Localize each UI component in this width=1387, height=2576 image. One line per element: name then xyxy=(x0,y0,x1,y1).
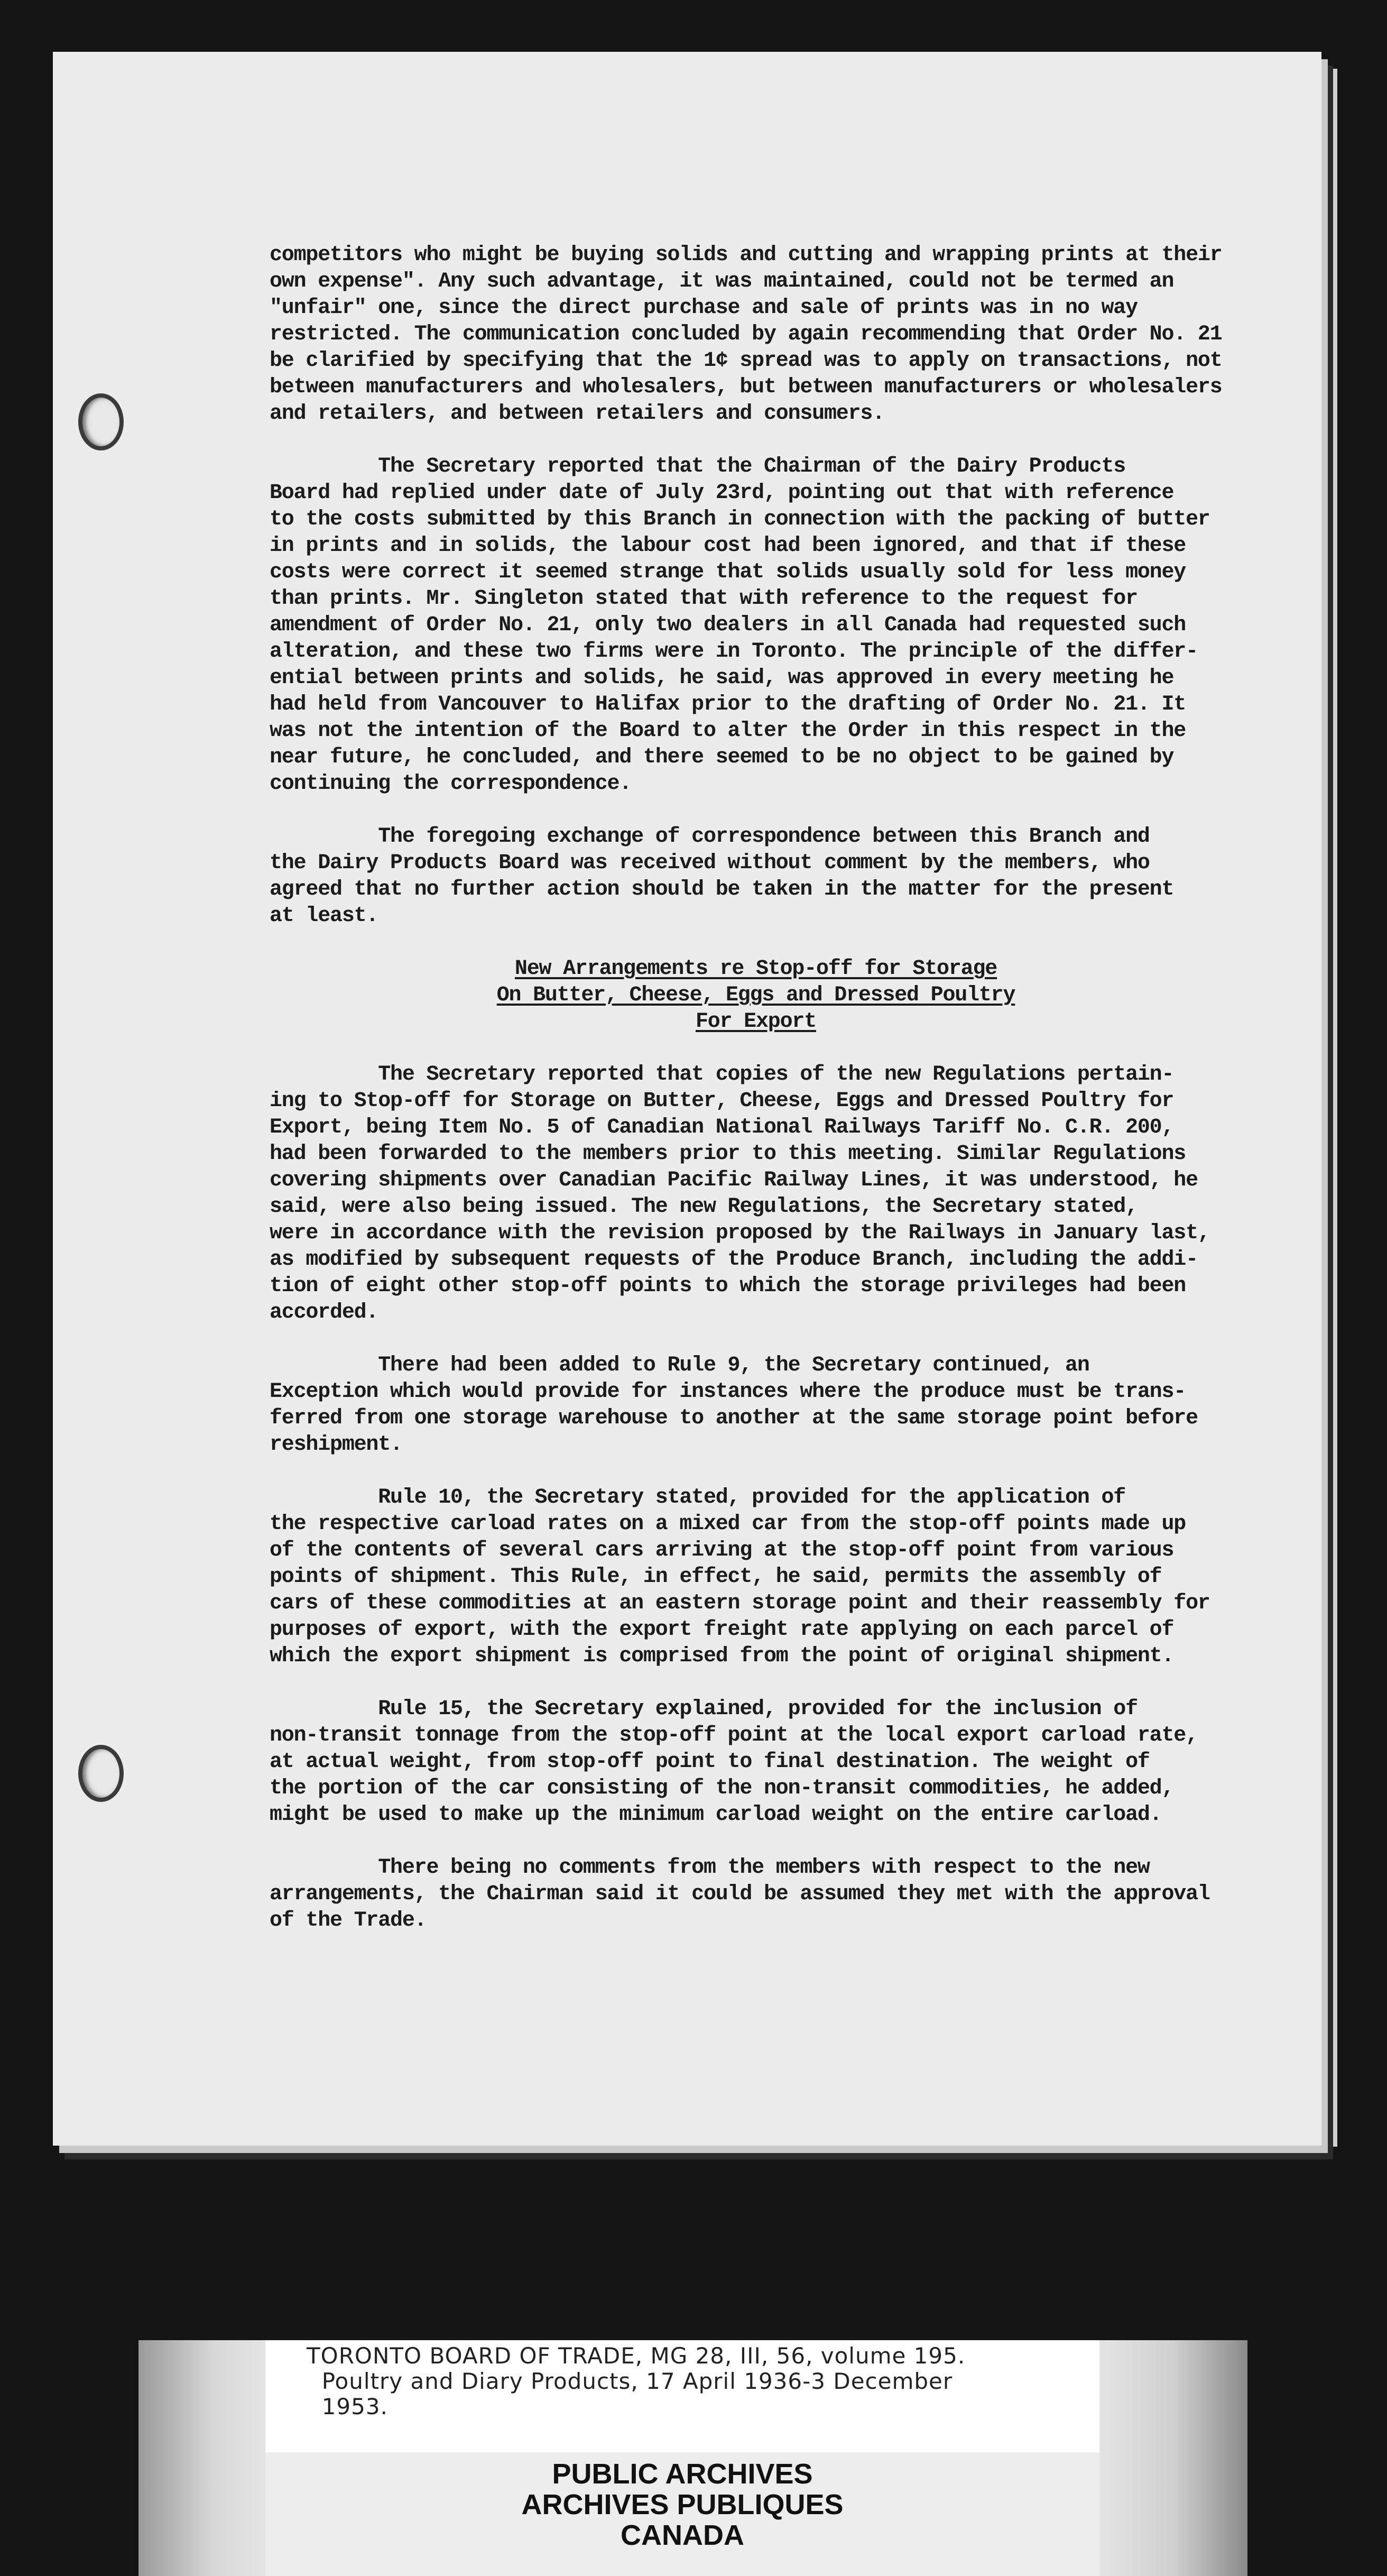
document-body xyxy=(270,242,1263,1961)
heading-line-1: New Arrangements re Stop-off for Storage xyxy=(514,957,997,981)
archives-line-1: PUBLIC ARCHIVES xyxy=(552,2458,813,2490)
archive-citation: TORONTO BOARD OF TRADE, MG 28, III, 56, volume 195. Poultry and Diary Products, 17 April 1936-3 December 1953. xyxy=(307,2343,966,2419)
label-left-edge xyxy=(138,2340,265,2576)
archives-line-3: CANADA xyxy=(621,2519,744,2551)
paragraph-5: There had been added to Rule 9, the Secretary continued, an Exception which would provide for instances where the produce must be trans- ferred from one storage warehouse to another at the same storage point before reshipment. xyxy=(270,1354,1198,1457)
heading-line-2: On Butter, Cheese, Eggs and Dressed Poultry xyxy=(496,983,1015,1007)
paragraph-4: The Secretary reported that copies of the new Regulations pertain- ing to Stop-off for Storage on Butter, Cheese, Eggs and Dressed Poultry for Export, being Item No. 5 of Canadian National Railways Tariff No. C.R. 200, had been forwarded to the members prior to this meeting. Similar Regulations covering shipments over Canadian Pacific Railway Lines, it was understood, he said, were also being issued. The new Regulations, the Secretary stated, were in accordance with the revision proposed by the Railways in January last, as modified by subsequent requests of the Produce Branch, including the addi- tion of eight other stop-off points to which the storage privileges had been accorded. xyxy=(270,1063,1210,1324)
paragraph-2: The Secretary reported that the Chairman of the Dairy Products Board had replied under date of July 23rd, pointing out that with reference to the costs submitted by this Branch in connection with the packing of butter in prints and in solids, the labour cost had been ignored, and that if these costs were correct it seemed strange that solids usually sold for less money than prints. Mr. Singleton stated that with reference to the request for amendment of Order No. 21, only two dealers in all Canada had requested such alteration, and these two firms were in Toronto. The principle of the differ- ential between prints and solids, he said, was approved in every meeting he had held from Vancouver to Halifax prior to the drafting of Order No. 21. It was not the intention of the Board to alter the Order in this respect in the near future, he concluded, and there seemed to be no object to be gained by continuing the correspondence. xyxy=(270,455,1210,796)
section-heading xyxy=(270,956,1263,1035)
page-edge xyxy=(1321,69,1337,2147)
paragraph-8: There being no comments from the members with respect to the new arrangements, the Chairman said it could be assumed they met with the approval of the Trade. xyxy=(270,1856,1210,1933)
heading-line-3: For Export xyxy=(695,1010,817,1034)
paragraph-1: competitors who might be buying solids and cutting and wrapping prints at their own expense". Any such advantage, it was maintained, could not be termed an "unfair" one, since the direct purchase and sale of prints was in no way restricted. The communication concluded by again recommending that Order No. 21 be clarified by specifying that the 1¢ spread was to apply on transactions, not between manufacturers and wholesalers, but between manufacturers or wholesalers and retailers, and between retailers and consumers. xyxy=(270,243,1222,426)
punch-hole-top xyxy=(78,393,124,450)
archives-line-2: ARCHIVES PUBLIQUES xyxy=(521,2489,844,2520)
paragraph-3: The foregoing exchange of correspondence between this Branch and the Dairy Products Board was received without comment by the members, who agreed that no further action should be taken in the matter for the present at least. xyxy=(270,825,1174,928)
archives-stamp xyxy=(265,2459,1099,2551)
paragraph-7: Rule 15, the Secretary explained, provided for the inclusion of non-transit tonnage from the stop-off point at the local export carload rate, at actual weight, from stop-off point to final destination. The weight of the portion of the car consisting of the non-transit commodities, he added, might be used to make up the minimum carload weight on the entire carload. xyxy=(270,1697,1198,1827)
label-right-edge xyxy=(1099,2340,1247,2576)
paragraph-6: Rule 10, the Secretary stated, provided for the application of the respective carload rates on a mixed car from the stop-off points made up of the contents of several cars arriving at the stop-off point from various points of shipment. This Rule, in effect, he said, permits the assembly of cars of these commodities at an eastern storage point and their reassembly for purposes of export, with the export freight rate applying on each parcel of which the export shipment is comprised from the point of original shipment. xyxy=(270,1486,1210,1668)
punch-hole-bottom xyxy=(78,1745,124,1802)
